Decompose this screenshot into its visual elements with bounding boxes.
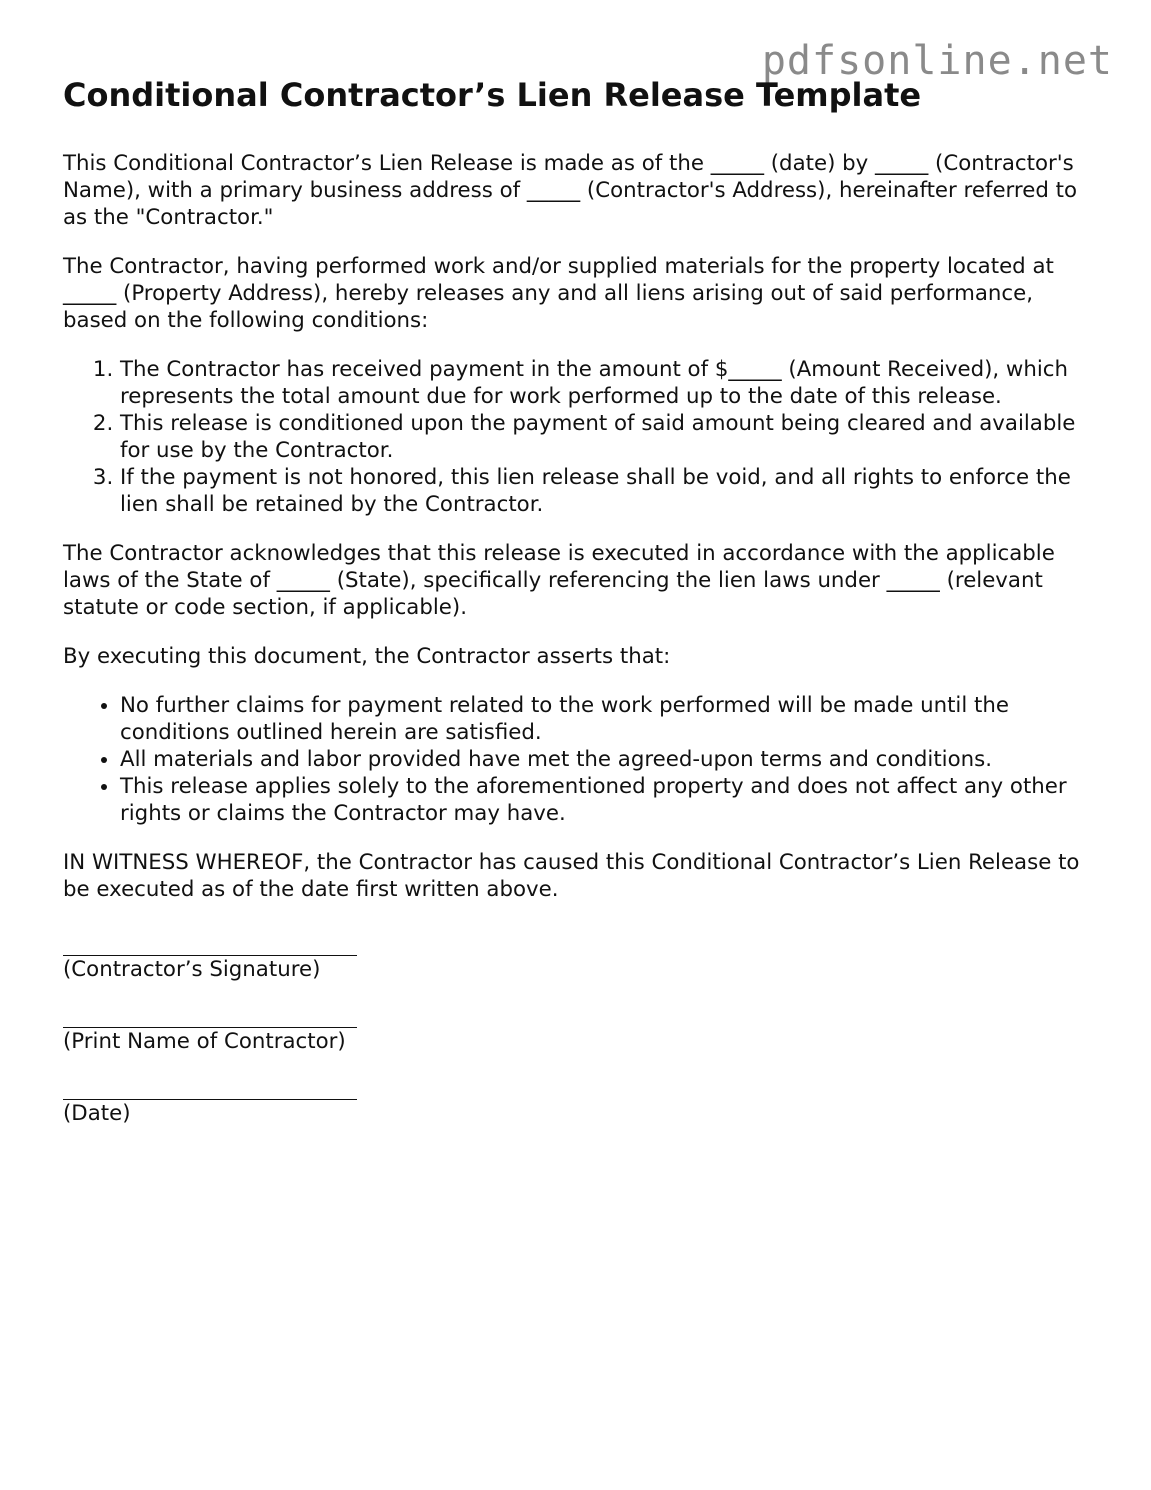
- condition-item: 1. The Contractor has received payment in the amount of $_____ (Amount Received), which represents the total amount due for work performed up to the date of this release.: [120, 356, 1093, 410]
- print-name-line[interactable]: [63, 1005, 357, 1028]
- witness-paragraph: IN WITNESS WHEREOF, the Contractor has caused this Conditional Contractor’s Lien Release to be executed as of the date first written above.: [63, 850, 1080, 903]
- assertion-item: • This release applies solely to the aforementioned property and does not affect any other rights or claims the Contractor may have.: [120, 773, 1093, 827]
- page-title: Conditional Contractor’s Lien Release Template: [63, 76, 922, 114]
- date-line[interactable]: [63, 1077, 357, 1100]
- assertions-list: [63, 692, 1093, 827]
- condition-item: 3. If the payment is not honored, this lien release shall be void, and all rights to enforce the lien shall be retained by the Contractor.: [120, 464, 1093, 518]
- intro-paragraph: This Conditional Contractor’s Lien Release is made as of the _____ (date) by _____ (Contractor's Name), with a primary business address of _____ (Contractor's Address), hereinafter referred to as the "Contractor.": [63, 151, 1077, 231]
- document: [63, 76, 1093, 1149]
- print-name-label: (Print Name of Contractor): [63, 1029, 346, 1055]
- watermark: pdfsonline.net: [761, 38, 1113, 84]
- signature-label: (Contractor’s Signature): [63, 957, 321, 983]
- date-label: (Date): [63, 1101, 131, 1127]
- signature-block: [63, 933, 1093, 1127]
- condition-item: 2. This release is conditioned upon the payment of said amount being cleared and available for use by the Contractor.: [120, 410, 1093, 464]
- asserts-paragraph: By executing this document, the Contractor asserts that:: [63, 644, 671, 670]
- conditions-list: [63, 356, 1093, 518]
- date-field: [63, 1077, 1093, 1127]
- print-name-field: [63, 1005, 1093, 1055]
- law-paragraph: The Contractor acknowledges that this release is executed in accordance with the applicable laws of the State of _____ (State), specifically referencing the lien laws under _____ (relevant statute or code section, if applicable).: [63, 541, 1055, 621]
- signature-field: [63, 933, 1093, 983]
- signature-line[interactable]: [63, 933, 357, 956]
- assertion-item: • No further claims for payment related to the work performed will be made until the conditions outlined herein are satisfied.: [120, 692, 1093, 746]
- release-paragraph: The Contractor, having performed work and/or supplied materials for the property located at _____ (Property Address), hereby releases any and all liens arising out of said performance, based on the following conditions:: [63, 254, 1054, 334]
- assertion-item: • All materials and labor provided have met the agreed-upon terms and conditions.: [120, 746, 1093, 773]
